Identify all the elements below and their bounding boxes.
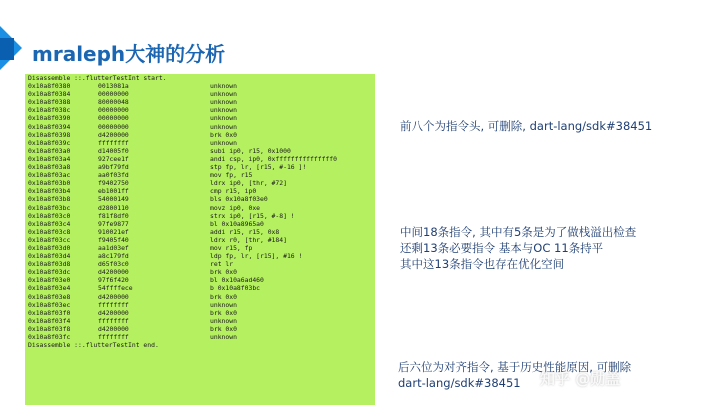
address: 0x10a8f03f0: [28, 308, 71, 317]
instruction: brk 0x0: [210, 308, 237, 317]
disassembly-row: [25, 309, 375, 317]
address: 0x10a8f03d0: [28, 243, 71, 252]
instruction: unknown: [210, 98, 237, 107]
instruction: ldrx ip0, [thr, #72]: [210, 179, 287, 188]
note-text: 还剩13条必要指令 基本与OC 11条持平: [400, 241, 604, 255]
note-text: dart-lang/sdk#38451: [398, 376, 521, 390]
opcode-hex: 00000000: [98, 122, 129, 131]
instruction: strx ip0, [r15, #-8] !: [210, 211, 295, 220]
instruction: ret lr: [210, 260, 234, 269]
disassembly-row: [25, 228, 375, 236]
note-text: 前八个为指令头, 可删除, dart-lang/sdk#38451: [400, 119, 653, 133]
watermark: 知乎 @勋盖: [540, 370, 621, 388]
address: 0x10a8f03c0: [28, 211, 71, 220]
disassembly-row: [25, 317, 375, 325]
instruction: unknown: [210, 122, 237, 131]
disassembly-row: [25, 325, 375, 333]
address: 0x10a8f03e0: [28, 276, 71, 285]
disassembly-row: [25, 284, 375, 292]
opcode-hex: d4200000: [98, 130, 129, 139]
opcode-hex: f81f8df0: [98, 211, 129, 220]
address: 0x10a8f03b8: [28, 195, 71, 204]
slide-title: mraleph大神的分析: [32, 42, 226, 66]
disassembly-row: [25, 90, 375, 98]
disassembly-row: [25, 179, 375, 187]
address: 0x10a8f03bc: [28, 203, 71, 212]
address: 0x10a8f0384: [28, 90, 71, 99]
opcode-hex: ffffffff: [98, 316, 129, 325]
opcode-hex: 00000000: [98, 90, 129, 99]
address: 0x10a8f03ec: [28, 300, 71, 309]
address: 0x10a8f03b0: [28, 179, 71, 188]
opcode-hex: 54ffffece: [98, 284, 133, 293]
address: 0x10a8f03d4: [28, 252, 71, 261]
instruction: brk 0x0: [210, 292, 237, 301]
opcode-hex: a8c179fd: [98, 252, 129, 261]
opcode-hex: ffffffff: [98, 333, 129, 341]
disassembly-row: [25, 106, 375, 114]
opcode-hex: 54000149: [98, 195, 129, 204]
opcode-hex: d4200000: [98, 268, 129, 277]
opcode-hex: aa1d03ef: [98, 243, 129, 252]
instruction: cmp r15, ip0: [210, 187, 257, 196]
instruction: unknown: [210, 316, 237, 325]
instruction: subi ip0, r15, 0x1000: [210, 146, 291, 155]
disassembly-row: [25, 236, 375, 244]
disassembly-row: [25, 260, 375, 268]
disassembly-row: [25, 252, 375, 260]
opcode-hex: 97f6f420: [98, 276, 129, 285]
opcode-hex: d2800110: [98, 203, 129, 212]
disassembly-row: [25, 171, 375, 179]
instruction: unknown: [210, 333, 237, 341]
instruction: brk 0x0: [210, 324, 237, 333]
disassembly-row: [25, 212, 375, 220]
instruction: bls 0x10a8f03e0: [210, 195, 268, 204]
disassembly-row: [25, 114, 375, 122]
disassembly-row: [25, 187, 375, 195]
instruction: bl 0x10a8965a0: [210, 219, 264, 228]
instruction: brk 0x0: [210, 268, 237, 277]
disassembly-row: [25, 204, 375, 212]
address: 0x10a8f0390: [28, 114, 71, 123]
instruction: unknown: [210, 106, 237, 115]
disassembly-row: [25, 155, 375, 163]
address: 0x10a8f03dc: [28, 268, 71, 277]
note-text: 后六位为对齐指令, 基于历史性能原因, 可删除: [398, 360, 632, 374]
address: 0x10a8f03e8: [28, 292, 71, 301]
address: 0x10a8f038c: [28, 106, 71, 115]
note-instruction-header: [400, 118, 652, 134]
opcode-hex: d4200000: [98, 292, 129, 301]
disassembly-lines: [25, 82, 375, 341]
disassembly-row: [25, 244, 375, 252]
note-middle-instructions: [400, 224, 636, 272]
disassembly-row: [25, 293, 375, 301]
opcode-hex: 80000048: [98, 98, 129, 107]
disassembly-header: Disassemble ::.flutterTestInt start.: [28, 74, 167, 82]
instruction: unknown: [210, 82, 237, 91]
address: 0x10a8f03b4: [28, 187, 71, 196]
opcode-hex: d65f03c0: [98, 260, 129, 269]
opcode-hex: d14005f0: [98, 146, 129, 155]
instruction: andi csp, ip0, 0xfffffffffffffff0: [210, 154, 337, 163]
disassembly-row: [25, 123, 375, 131]
disassembly-row: [25, 301, 375, 309]
disassembly-row: [25, 276, 375, 284]
opcode-hex: ffffffff: [98, 138, 129, 147]
instruction: mov fp, r15: [210, 171, 253, 180]
address: 0x10a8f03f4: [28, 316, 71, 325]
address: 0x10a8f03fc: [28, 333, 71, 341]
opcode-hex: 00000000: [98, 114, 129, 123]
address: 0x10a8f03a0: [28, 146, 71, 155]
address: 0x10a8f03f8: [28, 324, 71, 333]
disassembly-row: [25, 220, 375, 228]
disassembly-row: [25, 333, 375, 341]
opcode-hex: 910021ef: [98, 227, 129, 236]
address: 0x10a8f039c: [28, 138, 71, 147]
address: 0x10a8f03ac: [28, 171, 71, 180]
instruction: ldrx r0, [thr, #184]: [210, 235, 287, 244]
disassembly-code-panel: [25, 74, 375, 405]
disassembly-row: [25, 268, 375, 276]
opcode-hex: f9402750: [98, 179, 129, 188]
disassembly-row: [25, 139, 375, 147]
instruction: unknown: [210, 90, 237, 99]
opcode-hex: aa0f03fd: [98, 171, 129, 180]
instruction: unknown: [210, 300, 237, 309]
address: 0x10a8f0380: [28, 82, 71, 91]
disassembly-row: [25, 195, 375, 203]
opcode-hex: f9405f40: [98, 235, 129, 244]
opcode-hex: 97fe9877: [98, 219, 129, 228]
instruction: brk 0x0: [210, 130, 237, 139]
opcode-hex: 00000000: [98, 106, 129, 115]
instruction: unknown: [210, 138, 237, 147]
disassembly-row: [25, 98, 375, 106]
disassembly-footer: Disassemble ::.flutterTestInt end.: [28, 341, 159, 350]
disassembly-row: [25, 82, 375, 90]
instruction: mov r15, fp: [210, 243, 253, 252]
disassembly-row: [25, 147, 375, 155]
instruction: unknown: [210, 114, 237, 123]
address: 0x10a8f03d8: [28, 260, 71, 269]
corner-accent-bar: [0, 38, 14, 60]
opcode-hex: a9bf79fd: [98, 163, 129, 172]
note-text: 其中这13条指令也存在优化空间: [400, 257, 565, 271]
instruction: bl 0x10a6ad460: [210, 276, 264, 285]
instruction: stp fp, lr, [r15, #-16 ]!: [210, 163, 307, 172]
instruction: b 0x10a8f03bc: [210, 284, 261, 293]
address: 0x10a8f03c8: [28, 227, 71, 236]
instruction: addi r15, r15, 0x8: [210, 227, 280, 236]
disassembly-row: [25, 163, 375, 171]
address: 0x10a8f0398: [28, 130, 71, 139]
note-text: 中间18条指令, 其中有5条是为了做栈溢出检查: [400, 225, 637, 239]
address: 0x10a8f03a8: [28, 163, 71, 172]
address: 0x10a8f03cc: [28, 235, 71, 244]
address: 0x10a8f0394: [28, 122, 71, 131]
opcode-hex: d4200000: [98, 324, 129, 333]
address: 0x10a8f03a4: [28, 154, 71, 163]
opcode-hex: 927cee1f: [98, 154, 129, 163]
disassembly-row: [25, 131, 375, 139]
address: 0x10a8f03e4: [28, 284, 71, 293]
opcode-hex: 0013081a: [98, 82, 129, 91]
opcode-hex: eb1001ff: [98, 187, 129, 196]
opcode-hex: d4200000: [98, 308, 129, 317]
opcode-hex: ffffffff: [98, 300, 129, 309]
address: 0x10a8f03c4: [28, 219, 71, 228]
instruction: movz ip0, 0xe: [210, 203, 261, 212]
address: 0x10a8f0388: [28, 98, 71, 107]
instruction: ldp fp, lr, [r15], #16 !: [210, 252, 303, 261]
